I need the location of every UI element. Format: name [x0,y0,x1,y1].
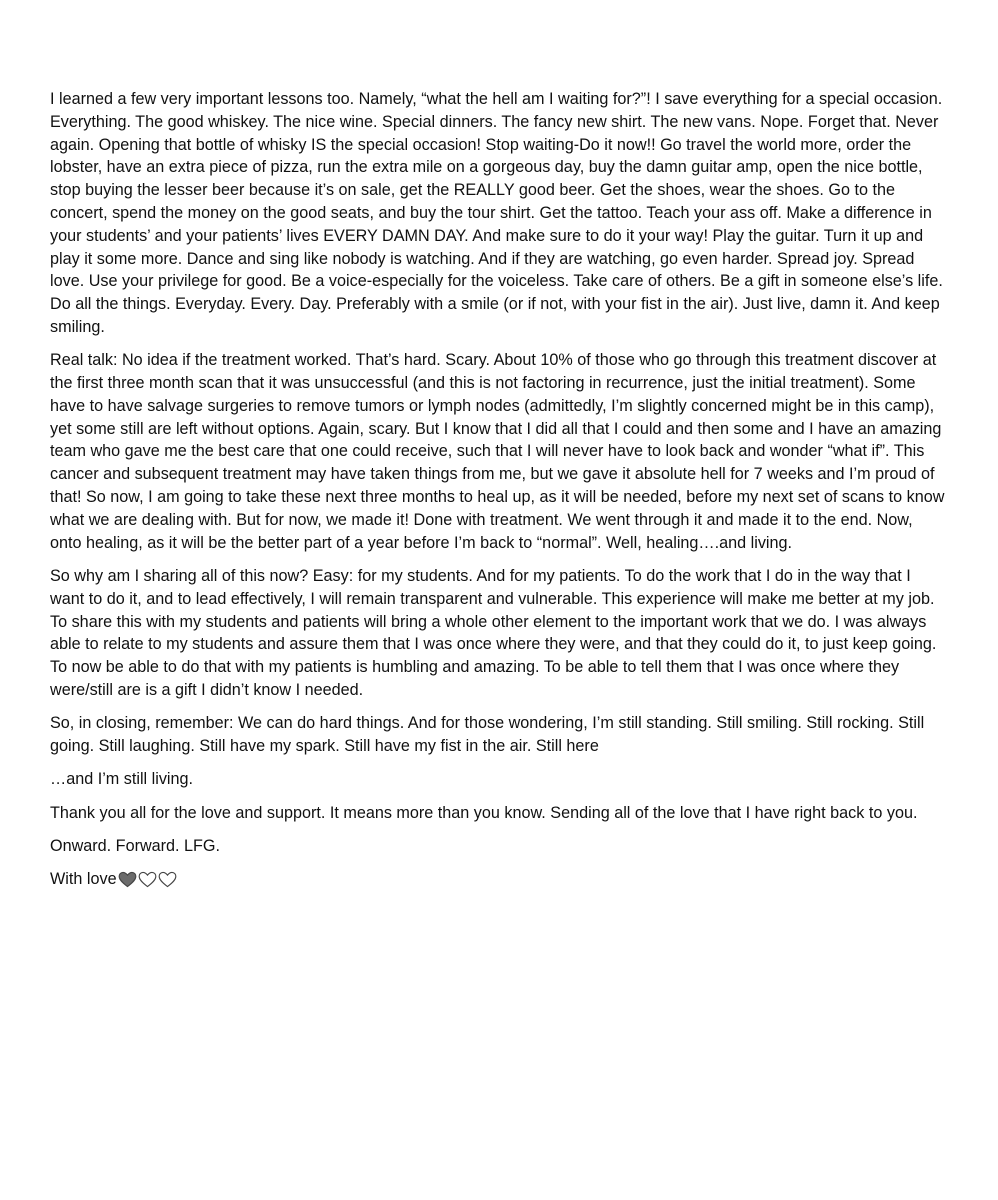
filled-heart-icon [118,871,137,888]
paragraph-real-talk: Real talk: No idea if the treatment worked. That’s hard. Scary. About 10% of those who go through this treatment discover at the first three month scan that it was unsuccessful (and this is not factoring in recurrence, just the initial treatment). Some have to have salvage surgeries to remove tumors or lymph nodes (admittedly, I’m slightly concerned might be in this camp), yet some still are left without options. Again, scary. But I know that I did all that I could and then some and I have an amazing team who gave me the best care that one could receive, such that I will never have to look back and wonder “what if”. This cancer and subsequent treatment may have taken things from me, but we gave it absolute hell for 7 weeks and I’m proud of that! So now, I am going to take these next three months to heal up, as it will be needed, before my next set of scans to know what we are dealing with. But for now, we made it! Done with treatment. We went through it and made it to the end. Now, onto healing, as it will be the better part of a year before I’m back to “normal”. Well, healing….and living. [50,351,945,552]
document-page [50,88,945,902]
signoff [50,868,945,891]
paragraph-onward: Onward. Forward. LFG. [50,836,221,855]
paragraph-closing: So, in closing, remember: We can do hard things. And for those wondering, I’m still standing. Still smiling. Still rocking. Still going. Still laughing. Still have my spark. Still have my fist in the air. Still here [50,714,925,756]
paragraph-thank-you: Thank you all for the love and support. It means more than you know. Sending all of the love that I have right back to you. [50,803,918,822]
outline-heart-icon [138,871,157,888]
paragraph-why-sharing: So why am I sharing all of this now? Easy: for my students. And for my patients. To do the work that I do in the way that I want to do it, and to lead effectively, I will remain transparent and vulnerable. This experience will make me better at my job. To share this with my students and patients will bring a whole other element to the important work that we do. I was always able to relate to my students and assure them that I was once where they were, and that they could do it, to just keep going. To now be able to do that with my patients is humbling and amazing. To be able to tell them that I was once where they were/still are is a gift I didn’t know I needed. [50,566,937,699]
paragraph-still-living: …and I’m still living. [50,770,194,789]
outline-heart-icon [158,871,177,888]
signoff-text: With love [50,870,117,889]
paragraph-lessons: I learned a few very important lessons too. Namely, “what the hell am I waiting for?”! I save everything for a special occasion. Everything. The good whiskey. The nice wine. Special dinners. The fancy new shirt. The new vans. Nope. Forget that. Never again. Opening that bottle of whisky IS the special occasion! Stop waiting-Do it now!! Go travel the world more, order the lobster, have an extra piece of pizza, run the extra mile on a gorgeous day, buy the damn guitar amp, open the nice bottle, stop buying the lesser beer because it’s on sale, get the REALLY good beer. Get the shoes, wear the shoes. Go to the concert, spend the money on the good seats, and buy the tour shirt. Get the tattoo. Teach your ass off. Make a difference in your students’ and your patients’ lives EVERY DAMN DAY. And make sure to do it your way! Play the guitar. Turn it up and play it some more. Dance and sing like nobody is watching. And if they are watching, go even harder. Spread joy. Spread love. Use your privilege for good. Be a voice-especially for the voiceless. Take care of others. Be a gift in someone else’s life. Do all the things. Everyday. Every. Day. Preferably with a smile (or if not, with your fist in the air). Just live, damn it. And keep smiling. [50,90,943,336]
